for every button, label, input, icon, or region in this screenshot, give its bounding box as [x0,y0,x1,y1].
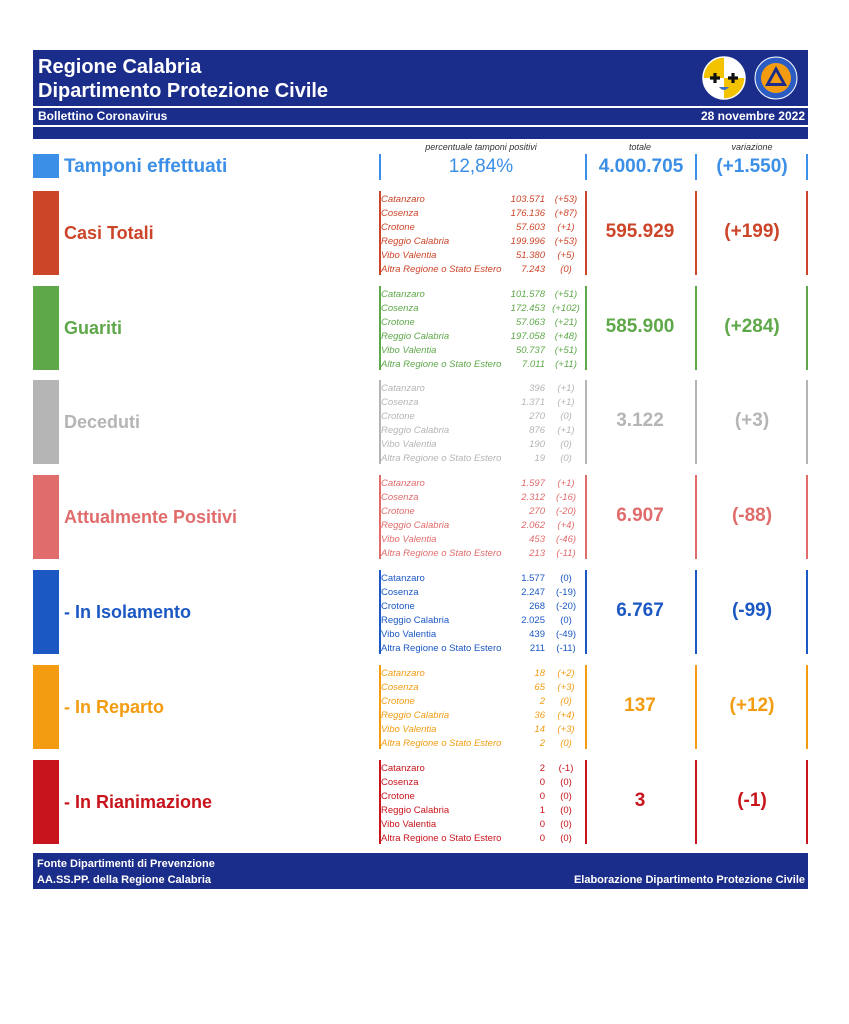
province-line [381,737,581,751]
logos [702,56,798,100]
divider [806,154,808,180]
province-value: 270 [529,506,545,517]
province-line [381,288,581,302]
protezione-civile-logo-icon [754,56,798,100]
province-line [381,316,581,330]
province-value: 7.243 [521,264,545,275]
province-line [381,410,581,424]
footer-bar [33,853,808,889]
province-value: 2 [539,738,545,749]
province-name: Reggio Calabria [381,710,450,721]
province-delta: (+53) [554,194,578,205]
province-name: Reggio Calabria [381,236,450,247]
calabria-crest-icon [702,56,746,100]
province-name: Catanzaro [381,668,425,679]
province-name: Vibo Valentia [381,345,437,356]
province-delta: (+1) [557,425,575,436]
province-name: Reggio Calabria [381,425,450,436]
province-delta: (0) [560,615,572,626]
row-label: - In Isolamento [64,602,192,622]
province-delta: (+1) [557,222,575,233]
province-value: 172.453 [510,303,545,314]
province-delta: (+21) [554,317,578,328]
province-line [381,709,581,723]
province-value: 7.011 [521,359,545,370]
province-value: 2.062 [521,520,545,531]
province-name: Reggio Calabria [381,331,450,342]
province-line [381,424,581,438]
province-line [381,586,581,600]
row-label: Deceduti [64,412,141,432]
province-delta: (0) [560,411,572,422]
province-line [381,628,581,642]
row-totale: 3.122 [616,410,664,431]
variazione-column-header: variazione [731,142,773,152]
province-delta: (+1) [557,478,575,489]
province-delta: (-46) [555,534,577,545]
province-delta: (0) [560,805,572,816]
province-line [381,600,581,614]
province-name: Catanzaro [381,194,425,205]
province-delta: (-20) [555,601,577,612]
province-value: 876 [529,425,545,436]
province-name: Cosenza [381,303,419,314]
province-line [381,477,581,491]
province-value: 0 [539,777,545,788]
row-color-bar [33,191,59,275]
tamponi-variazione: (+1.550) [716,156,788,177]
stat-row [33,760,808,844]
province-line [381,358,581,372]
province-value: 57.603 [515,222,545,233]
province-value: 51.380 [515,250,545,261]
province-line [381,790,581,804]
province-value: 19 [534,453,545,464]
province-line [381,193,581,207]
row-label: Attualmente Positivi [64,507,238,527]
province-value: 14 [534,724,545,735]
stat-row [33,570,808,654]
province-delta: (-49) [555,629,577,640]
province-value: 36 [534,710,545,721]
province-value: 2 [539,763,545,774]
row-variazione: (-99) [731,600,773,621]
province-name: Crotone [381,601,415,612]
footer-source: Fonte Dipartimenti di Prevenzione [37,858,215,870]
province-value: 0 [539,833,545,844]
province-delta: (-19) [555,587,577,598]
province-delta: (-1) [558,763,574,774]
province-name: Altra Regione o Stato Estero [381,453,502,464]
province-line [381,547,581,561]
province-name: Catanzaro [381,289,425,300]
stat-row [33,665,808,749]
bulletin [33,50,808,844]
province-line [381,491,581,505]
province-breakdown [381,667,581,751]
row-label: Casi Totali [64,223,154,243]
row-totale: 6.907 [616,505,664,526]
row-totale: 3 [634,790,646,811]
province-name: Crotone [381,222,415,233]
province-value: 190 [529,439,545,450]
province-value: 2.312 [521,492,545,503]
province-line [381,438,581,452]
province-name: Cosenza [381,777,419,788]
row-color-bar [33,286,59,370]
province-name: Altra Regione o Stato Estero [381,359,502,370]
province-name: Crotone [381,506,415,517]
province-name: Crotone [381,791,415,802]
province-delta: (+53) [554,236,578,247]
province-value: 439 [529,629,545,640]
row-totale: 585.900 [605,316,675,337]
province-delta: (+102) [552,303,580,314]
province-name: Catanzaro [381,383,425,394]
province-name: Altra Regione o Stato Estero [381,738,502,749]
province-delta: (0) [560,791,572,802]
province-delta: (-16) [555,492,577,503]
province-name: Vibo Valentia [381,250,437,261]
province-line [381,519,581,533]
province-delta: (+51) [554,289,578,300]
province-breakdown [381,288,581,372]
province-line [381,249,581,263]
subtitle-bar [33,108,808,125]
province-line [381,396,581,410]
row-color-bar [33,475,59,559]
province-line [381,681,581,695]
province-line [381,776,581,790]
footer-elaboration: Elaborazione Dipartimento Protezione Civile [573,874,805,886]
province-value: 0 [539,819,545,830]
tamponi-percent: 12,84% [448,156,514,177]
province-line [381,263,581,277]
province-delta: (0) [560,264,572,275]
province-value: 101.578 [510,289,545,300]
row-color-bar [33,665,59,749]
province-value: 270 [529,411,545,422]
province-value: 396 [529,383,545,394]
tamponi-color-square [33,154,59,178]
province-breakdown [381,572,581,656]
province-value: 211 [529,643,545,654]
stat-row [33,380,808,464]
province-line [381,505,581,519]
province-line [381,818,581,832]
province-value: 453 [529,534,545,545]
province-delta: (+87) [554,208,578,219]
province-value: 176.136 [510,208,545,219]
header-banner [33,50,808,106]
row-variazione: (+199) [724,221,780,242]
totale-column-header: totale [628,142,652,152]
tamponi-row [33,142,808,180]
province-line [381,452,581,466]
province-name: Vibo Valentia [381,724,437,735]
province-value: 1 [539,805,545,816]
province-line [381,207,581,221]
province-delta: (+5) [557,250,575,261]
province-breakdown [381,382,581,466]
province-value: 199.996 [510,236,545,247]
header-divider [33,127,808,139]
province-delta: (0) [560,439,572,450]
province-breakdown [381,762,581,846]
province-delta: (0) [560,453,572,464]
province-name: Reggio Calabria [381,520,450,531]
province-delta: (+11) [555,359,577,370]
region-title: Regione Calabria [38,56,202,78]
stat-row [33,286,808,370]
row-variazione: (+3) [734,410,770,431]
province-name: Vibo Valentia [381,629,437,640]
province-name: Altra Regione o Stato Estero [381,833,502,844]
province-line [381,572,581,586]
row-color-bar [33,380,59,464]
province-value: 268 [529,601,545,612]
province-delta: (+3) [557,682,575,693]
province-name: Reggio Calabria [381,615,450,626]
province-value: 2.247 [521,587,545,598]
row-color-bar [33,570,59,654]
province-delta: (+2) [557,668,575,679]
province-line [381,695,581,709]
bulletin-subtitle: Bollettino Coronavirus [38,109,168,123]
province-value: 197.058 [510,331,545,342]
province-value: 57.063 [515,317,545,328]
row-label: - In Rianimazione [64,792,213,812]
province-line [381,642,581,656]
province-name: Altra Regione o Stato Estero [381,264,502,275]
row-variazione: (+12) [729,695,775,716]
province-line [381,221,581,235]
row-color-bar [33,760,59,844]
bulletin-date: 28 novembre 2022 [700,109,805,123]
stat-row [33,475,808,559]
province-name: Cosenza [381,397,419,408]
province-line [381,533,581,547]
province-line [381,762,581,776]
province-delta: (+4) [557,710,575,721]
row-label: - In Reparto [64,697,165,717]
tamponi-label: Tamponi effettuati [64,156,228,177]
province-value: 18 [534,668,545,679]
province-delta: (0) [560,696,572,707]
province-line [381,614,581,628]
province-name: Reggio Calabria [381,805,450,816]
province-value: 50.737 [515,345,545,356]
province-line [381,235,581,249]
province-delta: (0) [560,833,572,844]
province-delta: (+4) [557,520,575,531]
percent-column-header: percentuale tamponi positivi [425,142,537,152]
row-totale: 6.767 [616,600,664,621]
row-label: Guariti [64,318,123,338]
province-line [381,804,581,818]
province-delta: (+51) [554,345,578,356]
province-name: Altra Regione o Stato Estero [381,643,502,654]
province-name: Altra Regione o Stato Estero [381,548,502,559]
province-line [381,344,581,358]
province-value: 0 [539,791,545,802]
province-line [381,723,581,737]
province-name: Cosenza [381,208,419,219]
tamponi-totale: 4.000.705 [598,156,684,177]
province-line [381,667,581,681]
province-delta: (-11) [556,548,576,559]
province-delta: (+1) [557,397,575,408]
province-name: Vibo Valentia [381,534,437,545]
province-value: 2.025 [521,615,545,626]
province-value: 103.571 [510,194,545,205]
province-name: Catanzaro [381,763,425,774]
province-breakdown [381,193,581,277]
province-breakdown [381,477,581,561]
province-name: Crotone [381,411,415,422]
province-name: Crotone [381,696,415,707]
row-variazione: (-1) [737,790,767,811]
province-line [381,382,581,396]
department-title: Dipartimento Protezione Civile [38,80,329,102]
province-delta: (0) [560,819,572,830]
province-line [381,302,581,316]
province-value: 213 [529,548,545,559]
province-name: Catanzaro [381,478,425,489]
province-name: Vibo Valentia [381,819,437,830]
province-delta: (-20) [555,506,577,517]
row-variazione: (-88) [731,505,773,526]
province-name: Vibo Valentia [381,439,437,450]
province-value: 1.577 [521,573,545,584]
province-delta: (0) [560,573,572,584]
row-totale: 137 [624,695,656,716]
province-value: 1.371 [521,397,545,408]
province-name: Cosenza [381,587,419,598]
province-value: 65 [534,682,545,693]
province-delta: (-11) [556,643,576,654]
stat-row [33,191,808,275]
province-name: Crotone [381,317,415,328]
province-delta: (+48) [554,331,578,342]
province-line [381,330,581,344]
province-name: Catanzaro [381,573,425,584]
province-name: Cosenza [381,492,419,503]
province-delta: (0) [560,738,572,749]
province-value: 1.597 [521,478,545,489]
row-variazione: (+284) [724,316,780,337]
province-delta: (+1) [557,383,575,394]
province-delta: (0) [560,777,572,788]
province-name: Cosenza [381,682,419,693]
province-delta: (+3) [557,724,575,735]
row-totale: 595.929 [605,221,675,242]
province-line [381,832,581,846]
province-value: 2 [539,696,545,707]
footer-asp: AA.SS.PP. della Regione Calabria [37,874,212,886]
